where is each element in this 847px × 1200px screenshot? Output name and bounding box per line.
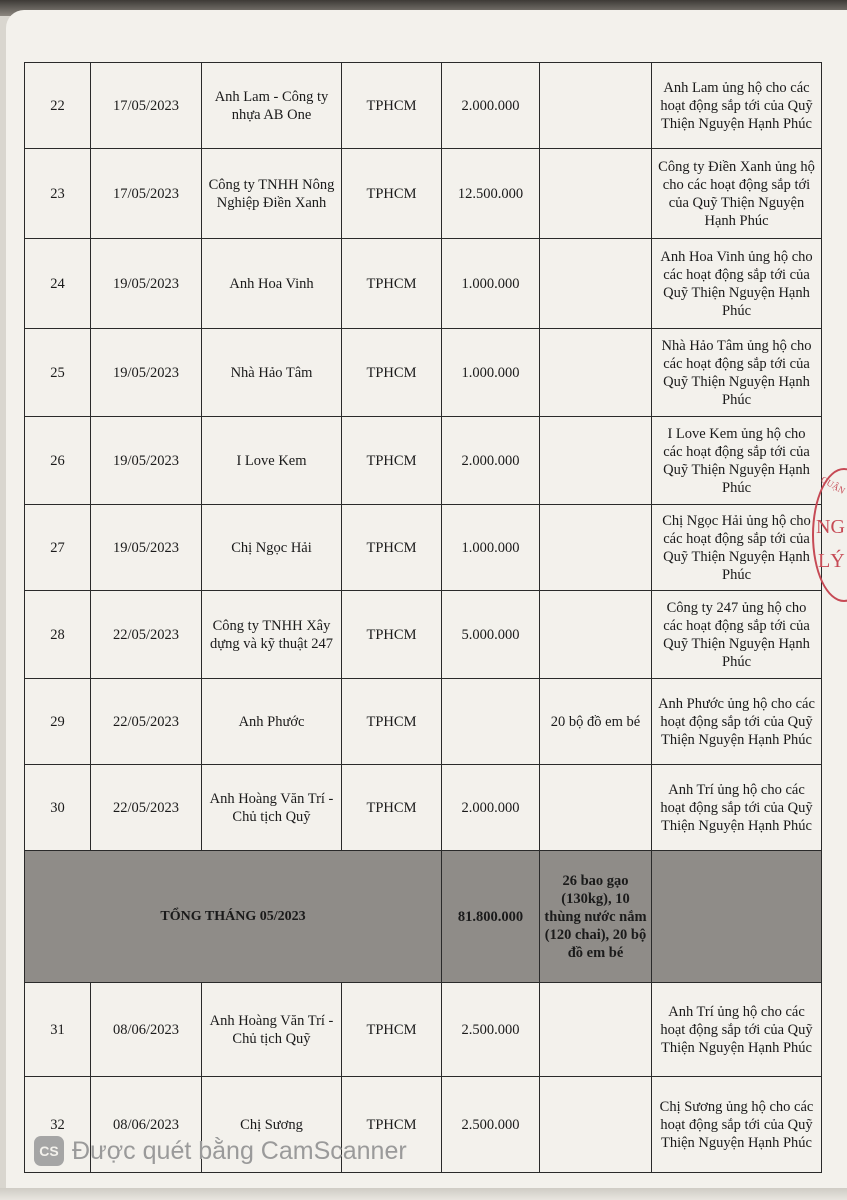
camscanner-watermark	[34, 1136, 407, 1166]
row-number: 29	[25, 679, 91, 765]
row-goods	[540, 765, 652, 851]
row-note: I Love Kem ủng hộ cho các hoạt động sắp tới của Quỹ Thiện Nguyện Hạnh Phúc	[652, 417, 822, 505]
row-donor: Chị Ngọc Hải	[202, 505, 342, 591]
row-note: Công ty Điền Xanh ủng hộ cho các hoạt động sắp tới của Quỹ Thiện Nguyện Hạnh Phúc	[652, 149, 822, 239]
table-row	[25, 983, 822, 1077]
row-donor: Anh Hoàng Văn Trí - Chủ tịch Quỹ	[202, 765, 342, 851]
row-location: TPHCM	[342, 63, 442, 149]
total-row	[25, 851, 822, 983]
row-donor: Anh Phước	[202, 679, 342, 765]
row-date: 17/05/2023	[91, 63, 202, 149]
row-number: 22	[25, 63, 91, 149]
page-bottom-edge	[0, 1188, 847, 1200]
row-goods	[540, 1077, 652, 1173]
row-amount: 5.000.000	[442, 591, 540, 679]
row-number: 32	[25, 1077, 91, 1173]
row-amount: 2.000.000	[442, 417, 540, 505]
row-note: Anh Trí ủng hộ cho các hoạt động sắp tới của Quỹ Thiện Nguyện Hạnh Phúc	[652, 765, 822, 851]
row-goods	[540, 591, 652, 679]
row-donor: Công ty TNHH Nông Nghiệp Điền Xanh	[202, 149, 342, 239]
total-label: TỔNG THÁNG 05/2023	[25, 851, 442, 983]
table-row	[25, 239, 822, 329]
row-location: TPHCM	[342, 329, 442, 417]
total-note	[652, 851, 822, 983]
row-number: 25	[25, 329, 91, 417]
row-number: 24	[25, 239, 91, 329]
row-note: Anh Trí ủng hộ cho các hoạt động sắp tới của Quỹ Thiện Nguyện Hạnh Phúc	[652, 983, 822, 1077]
row-date: 19/05/2023	[91, 505, 202, 591]
row-goods	[540, 239, 652, 329]
row-goods	[540, 63, 652, 149]
row-note: Chị Ngọc Hải ủng hộ cho các hoạt động sắp tới của Quỹ Thiện Nguyện Hạnh Phúc	[652, 505, 822, 591]
row-donor: I Love Kem	[202, 417, 342, 505]
row-goods	[540, 149, 652, 239]
row-amount: 2.000.000	[442, 765, 540, 851]
row-date: 19/05/2023	[91, 329, 202, 417]
row-date: 19/05/2023	[91, 417, 202, 505]
row-note: Nhà Hảo Tâm ủng hộ cho các hoạt động sắp tới của Quỹ Thiện Nguyện Hạnh Phúc	[652, 329, 822, 417]
total-amount: 81.800.000	[442, 851, 540, 983]
row-note: Chị Sương ủng hộ cho các hoạt động sắp tới của Quỹ Thiện Nguyện Hạnh Phúc	[652, 1077, 822, 1173]
table-row	[25, 329, 822, 417]
table-row	[25, 505, 822, 591]
row-date: 22/05/2023	[91, 765, 202, 851]
row-location: TPHCM	[342, 505, 442, 591]
row-number: 27	[25, 505, 91, 591]
table-row	[25, 417, 822, 505]
row-goods: 20 bộ đồ em bé	[540, 679, 652, 765]
row-donor: Nhà Hảo Tâm	[202, 329, 342, 417]
row-note: Anh Lam ủng hộ cho các hoạt động sắp tới của Quỹ Thiện Nguyện Hạnh Phúc	[652, 63, 822, 149]
donation-table	[24, 62, 822, 1173]
row-donor: Anh Hoàng Văn Trí - Chủ tịch Quỹ	[202, 983, 342, 1077]
row-location: TPHCM	[342, 239, 442, 329]
row-note: Công ty 247 ủng hộ cho các hoạt động sắp tới của Quỹ Thiện Nguyện Hạnh Phúc	[652, 591, 822, 679]
row-location: TPHCM	[342, 149, 442, 239]
row-number: 30	[25, 765, 91, 851]
row-note: Anh Hoa Vinh ủng hộ cho các hoạt động sắp tới của Quỹ Thiện Nguyện Hạnh Phúc	[652, 239, 822, 329]
stamp-text-top: QUẬN	[819, 474, 847, 496]
row-note: Anh Phước ủng hộ cho các hoạt động sắp tới của Quỹ Thiện Nguyện Hạnh Phúc	[652, 679, 822, 765]
row-amount: 1.000.000	[442, 239, 540, 329]
stamp-text-bottom: LÝ	[818, 550, 845, 572]
table-row	[25, 149, 822, 239]
row-location: TPHCM	[342, 1077, 442, 1173]
table-row	[25, 679, 822, 765]
row-date: 19/05/2023	[91, 239, 202, 329]
row-location: TPHCM	[342, 591, 442, 679]
camscanner-text: Được quét bằng CamScanner	[72, 1136, 407, 1165]
row-number: 23	[25, 149, 91, 239]
row-location: TPHCM	[342, 679, 442, 765]
row-number: 28	[25, 591, 91, 679]
row-donor: Anh Lam - Công ty nhựa AB One	[202, 63, 342, 149]
row-goods	[540, 983, 652, 1077]
camscanner-logo-icon: CS	[34, 1136, 64, 1166]
row-amount: 2.500.000	[442, 983, 540, 1077]
row-location: TPHCM	[342, 983, 442, 1077]
row-donor: Anh Hoa Vinh	[202, 239, 342, 329]
row-date: 17/05/2023	[91, 149, 202, 239]
row-date: 08/06/2023	[91, 1077, 202, 1173]
total-goods: 26 bao gạo (130kg), 10 thùng nước nắm (120 chai), 20 bộ đồ em bé	[540, 851, 652, 983]
row-amount: 1.000.000	[442, 505, 540, 591]
row-date: 08/06/2023	[91, 983, 202, 1077]
table-row	[25, 765, 822, 851]
row-donor: Chị Sương	[202, 1077, 342, 1173]
row-date: 22/05/2023	[91, 591, 202, 679]
row-date: 22/05/2023	[91, 679, 202, 765]
row-location: TPHCM	[342, 765, 442, 851]
table-row	[25, 63, 822, 149]
row-number: 31	[25, 983, 91, 1077]
row-location: TPHCM	[342, 417, 442, 505]
row-amount	[442, 679, 540, 765]
row-goods	[540, 329, 652, 417]
row-number: 26	[25, 417, 91, 505]
row-amount: 12.500.000	[442, 149, 540, 239]
table-row	[25, 591, 822, 679]
row-donor: Công ty TNHH Xây dựng và kỹ thuật 247	[202, 591, 342, 679]
donation-table-body	[25, 63, 822, 1173]
row-amount: 2.000.000	[442, 63, 540, 149]
row-amount: 1.000.000	[442, 329, 540, 417]
row-goods	[540, 417, 652, 505]
row-goods	[540, 505, 652, 591]
row-amount: 2.500.000	[442, 1077, 540, 1173]
stamp-text-middle: NG	[816, 516, 845, 538]
